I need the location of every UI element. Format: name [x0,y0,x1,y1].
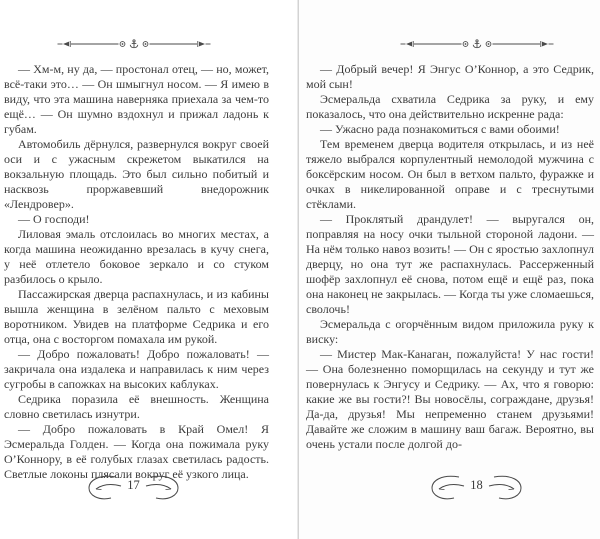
page-footer-right [326,474,600,502]
header-ornament [0,38,282,50]
paragraph: — О господи! [18,212,90,226]
paragraph: — Добро пожаловать! Добро пожаловать! — закричала она издалека и направилась к ним через сугробы в сапожках на высоких каблуках. [4,347,269,391]
page-footer-left [0,474,282,502]
rule-anchor-ornament-icon [57,38,211,50]
page-number-flourish-right-icon [488,474,524,502]
header-ornament [326,38,600,50]
page-right [298,0,600,539]
page-number-flourish-left-icon [86,474,122,502]
page-number: 17 [127,477,140,492]
paragraph: — Проклятый драндулет! — выругался он, поправляя на носу очки тыльной стороной ладони. — На нём только навоз возить! — Он с яростью захлопнул дверцу, но она тут же распахнулась. Рассерженный шофёр захлопнул её снова, потом ещё и ещё раз, пока она наконец не закрылась. — Когда ты уже сломаешься, сволочь! [306,212,594,316]
paragraph: Пассажирская дверца распахнулась, и из кабины вышла женщина в зелёном пальто с меховым воротником. Увидев на платформе Седрика и его отца, она с восторгом помахала им рукой. [4,287,269,346]
page-text-right [306,62,594,452]
paragraph: — Добро пожаловать в Край Омел! Я Эсмеральда Голден. — Когда она пожимала руку О’Коннору, в её голубых глазах светилась радость. Светлые локоны плясали вокруг её узкого лица. [4,422,269,481]
rule-anchor-ornament-icon [400,38,554,50]
paragraph: — Хм-м, ну да, — простонал отец, — но, может, всё-таки это… — Он шмыгнул носом. — Я имею в виду, что эта машина наверняка приехала за чем-то ещё… — Он шумно вздохнул и прижал ладонь к губам. [4,62,269,136]
paragraph: — Мистер Мак-Канаган, пожалуйста! У нас гости! — Она болезненно поморщилась на секунду и тут же повернулась к Энгусу и Седрику. — Ах, что я говорю: какие же вы гости?! Вы новосёлы, сограждане, друзья! Да-да, друзья! Мы непременно станем друзьями! Давайте же сложим в машину ваш багаж. Вероятно, вы очень устали после долгой до- [306,347,594,451]
paragraph: Автомобиль дёрнулся, развернулся вокруг своей оси и с ужасным скрежетом выкатился на вокзальную площадь. Это был сильно побитый и насквозь проржавевший внедорожник «Лендровер». [4,137,269,211]
paragraph: Эсмеральда схватила Седрика за руку, и ему показалось, что она действительно искренне рада: [306,92,594,121]
paragraph: Тем временем дверца водителя открылась, и из неё тяжело выбрался корпулентный немолодой мужчина с боксёрским носом. Он был в ветхом пальто, фуражке и очках в никелированной оправе и с треснутыми стёклами. [306,137,594,211]
paragraph: Лиловая эмаль отслоилась во многих местах, а когда машина неожиданно врезалась в кучу снега, у неё отлетело боковое зеркало и со стуком разбилось о крыло. [4,227,269,286]
paragraph: — Добрый вечер! Я Энгус О’Коннор, а это Седрик, мой сын! [306,62,594,91]
page-number: 18 [470,477,483,492]
paragraph: Седрика поразила её внешность. Женщина словно светилась изнутри. [4,392,269,421]
page-number-flourish-right-icon [145,474,181,502]
paragraph: Эсмеральда с огорчённым видом приложила руку к виску: [306,317,594,346]
paragraph: — Ужасно рада познакомиться с вами обоими! [320,122,560,136]
page-left [0,0,298,539]
page-text-left [4,62,269,482]
page-number-flourish-left-icon [429,474,465,502]
